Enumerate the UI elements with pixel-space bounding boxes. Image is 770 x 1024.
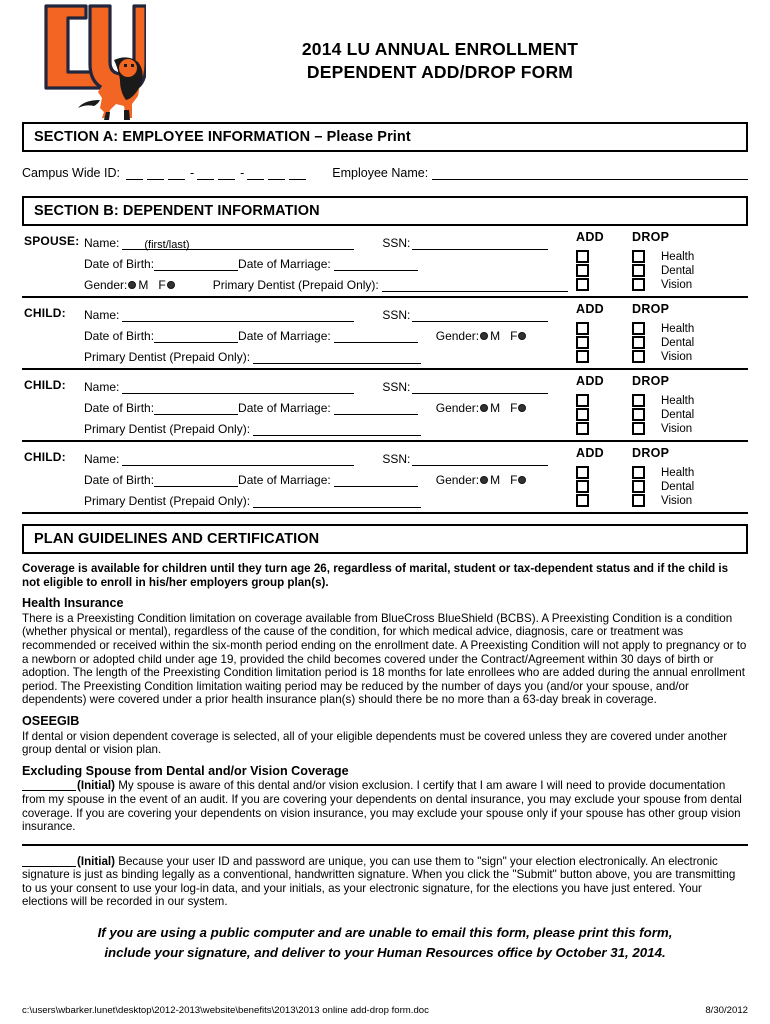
child1-dob-label: Date of Birth: bbox=[84, 329, 155, 343]
child2-ssn-label: SSN: bbox=[382, 380, 411, 394]
spouse-add-header: ADD bbox=[576, 230, 604, 244]
child1-drop-health-checkbox[interactable] bbox=[632, 322, 645, 335]
lamar-university-lu-cardinal-logo bbox=[28, 0, 146, 122]
spouse-dom-input[interactable] bbox=[334, 258, 418, 271]
child2-drop-header: DROP bbox=[632, 374, 670, 388]
child1-name-label: Name: bbox=[84, 308, 120, 322]
coverage-label-dental: Dental bbox=[661, 265, 695, 277]
spouse-dentist-label: Primary Dentist (Prepaid Only): bbox=[212, 278, 379, 292]
child3-drop-health-checkbox[interactable] bbox=[632, 466, 645, 479]
coverage-label-vision: Vision bbox=[661, 423, 693, 435]
cwid-digit-6[interactable] bbox=[247, 168, 264, 180]
esign-initial-input[interactable] bbox=[22, 855, 76, 867]
spouse-ssn-input[interactable] bbox=[412, 237, 548, 250]
child3-dob-input[interactable] bbox=[154, 474, 238, 487]
child1-dom-input[interactable] bbox=[334, 330, 418, 343]
child3-name-input[interactable] bbox=[122, 453, 354, 466]
child3-dom-input[interactable] bbox=[334, 474, 418, 487]
spouse-gender-female-radio-icon[interactable] bbox=[167, 281, 175, 289]
guidelines-intro: Coverage is available for children until they turn age 26, regardless of marital, student or tax-dependent status and if the child is not eligible to enroll in his/her employers group plan(s). bbox=[22, 562, 729, 589]
spouse-coverage-labels bbox=[661, 250, 694, 292]
dependent-row-child-3 bbox=[22, 442, 748, 514]
child1-add-health-checkbox[interactable] bbox=[576, 322, 589, 335]
child2-add-drop-column bbox=[576, 374, 748, 444]
child1-add-checkboxes bbox=[576, 322, 632, 364]
cwid-digit-3[interactable] bbox=[168, 168, 185, 180]
child3-dob-label: Date of Birth: bbox=[84, 473, 155, 487]
spouse-add-drop-column bbox=[576, 230, 748, 300]
section-divider bbox=[22, 844, 748, 846]
section-b-heading: SECTION B: DEPENDENT INFORMATION bbox=[34, 203, 320, 219]
child1-gender-female-label: F bbox=[510, 329, 518, 343]
dependent-kind-label: CHILD: bbox=[24, 378, 66, 392]
child3-drop-header: DROP bbox=[632, 446, 670, 460]
child2-add-checkboxes bbox=[576, 394, 632, 436]
child3-add-health-checkbox[interactable] bbox=[576, 466, 589, 479]
dependent-fields-child-1 bbox=[84, 303, 572, 364]
closing-line-1: If you are using a public computer and are unable to email this form, please print this form, bbox=[97, 925, 673, 941]
spouse-dob-label: Date of Birth: bbox=[84, 257, 155, 271]
spouse-ssn-label: SSN: bbox=[382, 236, 411, 250]
child3-gender-male-label: M bbox=[490, 473, 501, 487]
employee-name-label: Employee Name: bbox=[332, 166, 429, 180]
oseegib-heading: OSEEGIB bbox=[22, 713, 80, 728]
child2-gender-female-radio-icon[interactable] bbox=[518, 404, 526, 412]
closing-instructions bbox=[22, 923, 748, 963]
spouse-gender-male-label: M bbox=[138, 278, 149, 292]
child1-gender-male-radio-icon[interactable] bbox=[480, 332, 488, 340]
child2-add-vision-checkbox[interactable] bbox=[576, 422, 589, 435]
coverage-label-vision: Vision bbox=[661, 351, 693, 363]
spouse-name-hint: (first/last) bbox=[144, 239, 190, 251]
dependent-fields-child-2 bbox=[84, 375, 572, 436]
spouse-dentist-input[interactable] bbox=[382, 279, 568, 292]
cwid-digit-8[interactable] bbox=[289, 168, 306, 180]
child3-gender-group[interactable] bbox=[436, 473, 529, 487]
spouse-dom-label: Date of Marriage: bbox=[238, 257, 331, 271]
child1-ssn-label: SSN: bbox=[382, 308, 411, 322]
coverage-label-dental: Dental bbox=[661, 481, 695, 493]
child1-add-dental-checkbox[interactable] bbox=[576, 336, 589, 349]
child1-add-header: ADD bbox=[576, 302, 604, 316]
child1-gender-label: Gender: bbox=[435, 329, 480, 343]
campus-wide-id-label: Campus Wide ID: bbox=[22, 166, 120, 180]
esign-initial-body: Because your user ID and password are unique, you can use them to "sign" your election electronically. An electronic signature is just as binding legally as a conventional, handwritten signature. When you click the "Submit" button above, you are transmitting to us your consent to use your log-in data, and your initials, as your electronic signature, for the elections you have just entered. Your elections will be recorded in our system. bbox=[22, 854, 736, 909]
child1-gender-group[interactable] bbox=[436, 329, 529, 343]
child3-dentist-label: Primary Dentist (Prepaid Only): bbox=[84, 494, 251, 508]
spouse-add-checkboxes bbox=[576, 250, 632, 292]
coverage-label-health: Health bbox=[661, 467, 695, 479]
child2-drop-vision-checkbox[interactable] bbox=[632, 422, 645, 435]
excluding-spouse-heading: Excluding Spouse from Dental and/or Vision Coverage bbox=[22, 763, 349, 778]
dependent-kind-label: SPOUSE: bbox=[24, 234, 80, 248]
child1-drop-checkboxes bbox=[632, 322, 656, 364]
child1-ssn-input[interactable] bbox=[412, 309, 548, 322]
child1-drop-header: DROP bbox=[632, 302, 670, 316]
section-a-header bbox=[22, 122, 748, 152]
child2-gender-female-label: F bbox=[510, 401, 518, 415]
child3-add-drop-column bbox=[576, 446, 748, 516]
child3-dentist-input[interactable] bbox=[253, 495, 421, 508]
child2-add-health-checkbox[interactable] bbox=[576, 394, 589, 407]
child2-dom-input[interactable] bbox=[334, 402, 418, 415]
child1-add-drop-column bbox=[576, 302, 748, 372]
section-a-heading: SECTION A: EMPLOYEE INFORMATION – Please Print bbox=[34, 129, 411, 145]
spouse-drop-checkboxes bbox=[632, 250, 656, 292]
child1-dob-input[interactable] bbox=[154, 330, 238, 343]
form-title-line-2: DEPENDENT ADD/DROP FORM bbox=[306, 62, 574, 82]
campus-wide-id-input[interactable] bbox=[126, 166, 310, 180]
child1-name-input[interactable] bbox=[122, 309, 354, 322]
child2-ssn-input[interactable] bbox=[412, 381, 548, 394]
child2-gender-male-radio-icon[interactable] bbox=[480, 404, 488, 412]
child2-drop-health-checkbox[interactable] bbox=[632, 394, 645, 407]
child2-coverage-labels bbox=[661, 394, 694, 436]
dependent-kind-label: CHILD: bbox=[24, 306, 66, 320]
child3-add-vision-checkbox[interactable] bbox=[576, 494, 589, 507]
section-b-header bbox=[22, 196, 748, 226]
esign-initial-label: (Initial) bbox=[77, 854, 115, 868]
child1-dom-label: Date of Marriage: bbox=[238, 329, 331, 343]
cwid-digit-7[interactable] bbox=[268, 168, 285, 180]
dependent-fields-child-3 bbox=[84, 447, 572, 508]
child3-coverage-labels bbox=[661, 466, 694, 508]
dependent-row-child-1 bbox=[22, 298, 748, 370]
coverage-label-health: Health bbox=[661, 323, 695, 335]
form-title-line-1: 2014 LU ANNUAL ENROLLMENT bbox=[301, 39, 579, 59]
child3-gender-female-label: F bbox=[510, 473, 518, 487]
child3-gender-female-radio-icon[interactable] bbox=[518, 476, 526, 484]
electronic-signature-body bbox=[22, 855, 748, 909]
employee-name-input[interactable] bbox=[432, 167, 748, 180]
child1-dentist-input[interactable] bbox=[253, 351, 421, 364]
dependent-information-table bbox=[22, 226, 748, 514]
cwid-digit-4[interactable] bbox=[197, 168, 214, 180]
exclude-initial-body: My spouse is aware of this dental and/or vision exclusion. I certify that I am aware I will need to provide documentation from my spouse in the event of an audit. If you are covering your dependents on dental insurance, you may exclude your spouse from dental coverage. If you are covering your dependents on vision insurance, you may exclude your spouse only if your spouse has other group vision insurance. bbox=[22, 779, 742, 834]
child1-gender-female-radio-icon[interactable] bbox=[518, 332, 526, 340]
spouse-gender-group[interactable] bbox=[84, 278, 177, 292]
health-insurance-body: There is a Preexisting Condition limitation on coverage available from BlueCross BlueShield (BCBS). A Preexisting Condition is a condition (whether physical or mental), regardless of the cause of the condition, for which medical advice, diagnosis, care or treatment was recommended or received within the six-month period ending on the enrollment date. A Preexisting Condition will not apply to pregnancy or to a newborn or adopted child under age 19, provided the child becomes covered under the Contract/Agreement within 30 days of birth or adoption. The length of the Preexisting Condition limitation period is 18 months for late enrollees who are added during the annual enrollment period. The Preexisting Condition limitation waiting period may be reduced by the number of days you (and/or your spouse, and/or dependents) were covered under a prior health insurance plan(s) should there be no more than a 63-day break in coverage. bbox=[22, 611, 747, 707]
child3-ssn-label: SSN: bbox=[382, 452, 411, 466]
oseegib-body: If dental or vision dependent coverage is selected, all of your eligible dependents must be covered unless they are covered under another group dental or vision plan. bbox=[22, 729, 728, 757]
spouse-name-label: Name: bbox=[84, 236, 120, 250]
child1-add-vision-checkbox[interactable] bbox=[576, 350, 589, 363]
section-a-body bbox=[22, 166, 748, 180]
child2-drop-checkboxes bbox=[632, 394, 656, 436]
child1-drop-vision-checkbox[interactable] bbox=[632, 350, 645, 363]
child1-gender-male-label: M bbox=[490, 329, 501, 343]
exclude-initial-input[interactable] bbox=[22, 779, 76, 791]
child2-dom-label: Date of Marriage: bbox=[238, 401, 331, 415]
cwid-digit-2[interactable] bbox=[147, 168, 164, 180]
child2-name-label: Name: bbox=[84, 380, 120, 394]
form-title bbox=[180, 38, 700, 84]
child2-dob-input[interactable] bbox=[154, 402, 238, 415]
child3-drop-vision-checkbox[interactable] bbox=[632, 494, 645, 507]
excluding-spouse-paragraph bbox=[22, 779, 748, 833]
spouse-dob-input[interactable] bbox=[154, 258, 238, 271]
child3-add-header: ADD bbox=[576, 446, 604, 460]
footer-file-path: c:\users\wbarker.lunet\desktop\2012-2013\website\benefits\2013\2013 online add-drop form.doc bbox=[22, 1005, 429, 1016]
dependent-kind-label: CHILD: bbox=[24, 450, 66, 464]
child3-gender-label: Gender: bbox=[435, 473, 480, 487]
exclude-initial-label: (Initial) bbox=[77, 779, 115, 793]
child2-gender-group[interactable] bbox=[436, 401, 529, 415]
child1-coverage-labels bbox=[661, 322, 694, 364]
spouse-drop-vision-checkbox[interactable] bbox=[632, 278, 645, 291]
child3-add-checkboxes bbox=[576, 466, 632, 508]
child2-add-dental-checkbox[interactable] bbox=[576, 408, 589, 421]
spouse-drop-header: DROP bbox=[632, 230, 670, 244]
child2-name-input[interactable] bbox=[122, 381, 354, 394]
coverage-label-dental: Dental bbox=[661, 409, 695, 421]
child2-dob-label: Date of Birth: bbox=[84, 401, 155, 415]
closing-line-2: include your signature, and deliver to your Human Resources office by October 31, 2014. bbox=[104, 945, 666, 961]
child1-drop-dental-checkbox[interactable] bbox=[632, 336, 645, 349]
footer-date: 8/30/2012 bbox=[705, 1005, 748, 1016]
cwid-dash-2: - bbox=[240, 166, 245, 180]
spouse-gender-female-label: F bbox=[158, 278, 166, 292]
child1-dentist-label: Primary Dentist (Prepaid Only): bbox=[84, 350, 251, 364]
child2-dentist-label: Primary Dentist (Prepaid Only): bbox=[84, 422, 251, 436]
child2-gender-male-label: M bbox=[490, 401, 501, 415]
spouse-gender-label: Gender: bbox=[84, 278, 128, 292]
dependent-fields-spouse bbox=[84, 231, 572, 292]
spouse-drop-health-checkbox[interactable] bbox=[632, 250, 645, 263]
coverage-label-health: Health bbox=[661, 395, 695, 407]
spouse-add-health-checkbox[interactable] bbox=[576, 250, 589, 263]
child3-name-label: Name: bbox=[84, 452, 120, 466]
plan-guidelines-body bbox=[22, 562, 748, 834]
spouse-gender-male-radio-icon[interactable] bbox=[128, 281, 136, 289]
cwid-digit-1[interactable] bbox=[126, 168, 143, 180]
coverage-label-vision: Vision bbox=[661, 279, 693, 291]
child2-drop-dental-checkbox[interactable] bbox=[632, 408, 645, 421]
esign-paragraph bbox=[22, 855, 748, 909]
cwid-dash-1: - bbox=[189, 166, 195, 180]
child3-add-dental-checkbox[interactable] bbox=[576, 480, 589, 493]
coverage-label-dental: Dental bbox=[661, 337, 695, 349]
child2-gender-label: Gender: bbox=[435, 401, 480, 415]
child3-dom-label: Date of Marriage: bbox=[238, 473, 331, 487]
child3-ssn-input[interactable] bbox=[412, 453, 548, 466]
plan-guidelines-header bbox=[22, 524, 748, 554]
coverage-label-health: Health bbox=[661, 251, 695, 263]
child3-drop-dental-checkbox[interactable] bbox=[632, 480, 645, 493]
document-footer bbox=[22, 1005, 748, 1016]
health-insurance-heading: Health Insurance bbox=[22, 596, 124, 611]
child2-dentist-input[interactable] bbox=[253, 423, 421, 436]
coverage-label-vision: Vision bbox=[661, 495, 693, 507]
child3-drop-checkboxes bbox=[632, 466, 656, 508]
child3-gender-male-radio-icon[interactable] bbox=[480, 476, 488, 484]
plan-guidelines-heading: PLAN GUIDELINES AND CERTIFICATION bbox=[34, 531, 320, 547]
form-header bbox=[0, 0, 770, 122]
spouse-name-input[interactable] bbox=[122, 237, 354, 250]
cwid-digit-5[interactable] bbox=[218, 168, 235, 180]
dependent-row-spouse bbox=[22, 226, 748, 298]
spouse-add-dental-checkbox[interactable] bbox=[576, 264, 589, 277]
dependent-row-child-2 bbox=[22, 370, 748, 442]
child2-add-header: ADD bbox=[576, 374, 604, 388]
spouse-add-vision-checkbox[interactable] bbox=[576, 278, 589, 291]
spouse-drop-dental-checkbox[interactable] bbox=[632, 264, 645, 277]
